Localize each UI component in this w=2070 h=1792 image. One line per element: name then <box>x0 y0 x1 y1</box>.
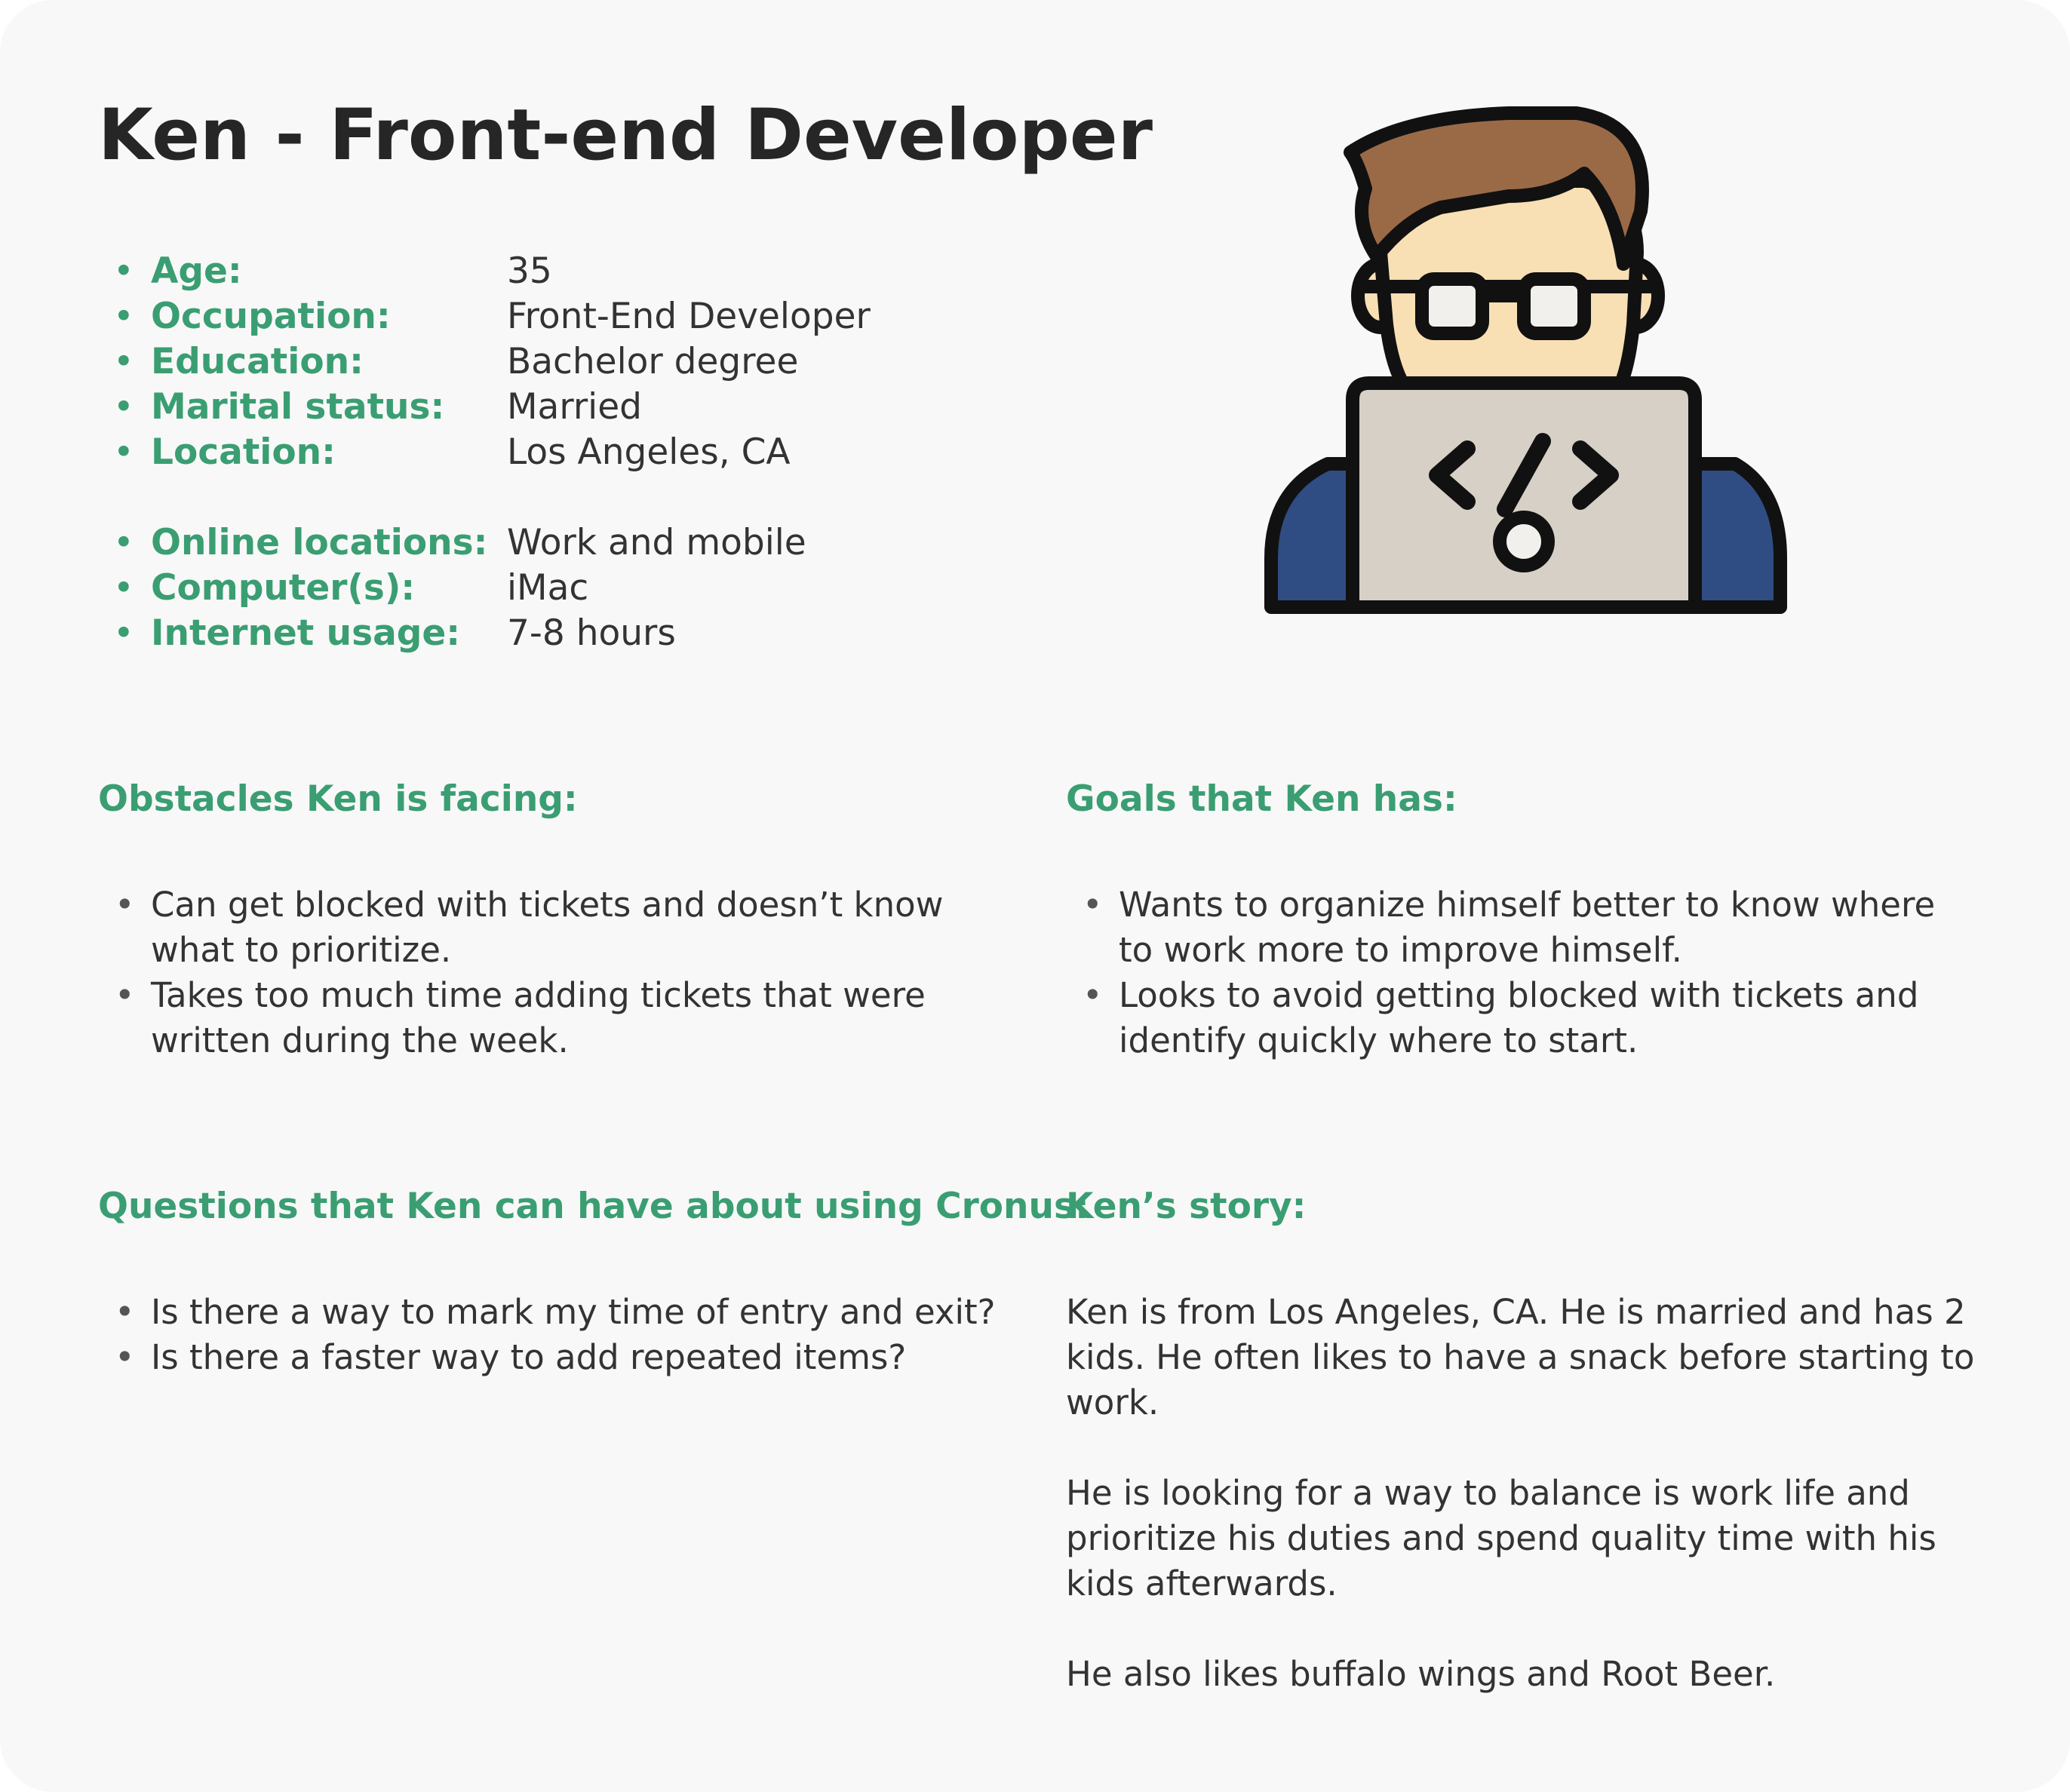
fact-row-online-locations <box>113 520 943 566</box>
goals-list <box>1066 882 1971 1063</box>
list-item: • Can get blocked with tickets and doesn’t know what to prioritize. <box>98 882 1003 973</box>
list-item: • Looks to avoid getting blocked with tickets and identify quickly where to start. <box>1066 973 1971 1063</box>
fact-value: 35 <box>507 250 552 292</box>
fact-value: 7-8 hours <box>507 612 676 654</box>
story-heading: Ken’s story: <box>1066 1186 1307 1227</box>
fact-row-education <box>113 339 943 385</box>
goals-heading: Goals that Ken has: <box>1066 778 1457 820</box>
bullet-icon: • <box>113 522 134 563</box>
fact-label: Internet usage: <box>151 612 461 654</box>
story-paragraph: He also likes buffalo wings and Root Beer. <box>1066 1654 1776 1694</box>
bullet-icon: • <box>113 431 134 473</box>
list-item: • Takes too much time adding tickets that were written during the week. <box>98 973 1003 1063</box>
story-paragraph: Ken is from Los Angeles, CA. He is married and has 2 kids. He often likes to have a snack before starting to work. <box>1066 1292 1975 1422</box>
fact-value: Bachelor degree <box>507 341 799 382</box>
fact-value: Work and mobile <box>507 522 806 563</box>
fact-label: Age: <box>151 250 242 292</box>
bullet-icon: • <box>113 612 134 654</box>
fact-label: Marital status: <box>151 386 445 428</box>
questions-heading: Questions that Ken can have about using Cronus: <box>98 1186 1089 1227</box>
bullet-icon: • <box>113 250 134 292</box>
fact-value: Los Angeles, CA <box>507 431 791 473</box>
list-item: • Is there a faster way to add repeated items? <box>98 1335 1049 1380</box>
fact-row-internet-usage <box>113 611 943 656</box>
obstacles-list <box>98 882 1003 1063</box>
persona-facts <box>113 249 943 656</box>
story-body <box>1066 1290 1994 1742</box>
page-title: Ken - Front-end Developer <box>98 94 1153 176</box>
fact-label: Occupation: <box>151 296 391 337</box>
bullet-icon: • <box>113 386 134 428</box>
fact-row-occupation <box>113 294 943 339</box>
fact-row-age <box>113 249 943 294</box>
list-item: • Wants to organize himself better to know where to work more to improve himself. <box>1066 882 1971 973</box>
obstacles-heading: Obstacles Ken is facing: <box>98 778 578 820</box>
bullet-icon: • <box>113 296 134 337</box>
fact-label: Education: <box>151 341 364 382</box>
fact-row-marital-status <box>113 385 943 430</box>
bullet-icon: • <box>113 341 134 382</box>
developer-with-laptop-icon <box>1252 98 1788 634</box>
fact-label: Online locations: <box>151 522 488 563</box>
fact-label: Computer(s): <box>151 567 416 609</box>
story-paragraph: He is looking for a way to balance is work life and prioritize his duties and spend quality time with his kids afterwards. <box>1066 1473 1936 1603</box>
bullet-icon: • <box>113 567 134 609</box>
fact-row-computers <box>113 566 943 611</box>
list-item: • Is there a way to mark my time of entry and exit? <box>98 1290 1049 1335</box>
fact-label: Location: <box>151 431 336 473</box>
fact-value: Married <box>507 386 642 428</box>
fact-value: iMac <box>507 567 589 609</box>
questions-list <box>98 1290 1049 1380</box>
fact-row-location <box>113 430 943 475</box>
fact-value: Front-End Developer <box>507 296 871 337</box>
